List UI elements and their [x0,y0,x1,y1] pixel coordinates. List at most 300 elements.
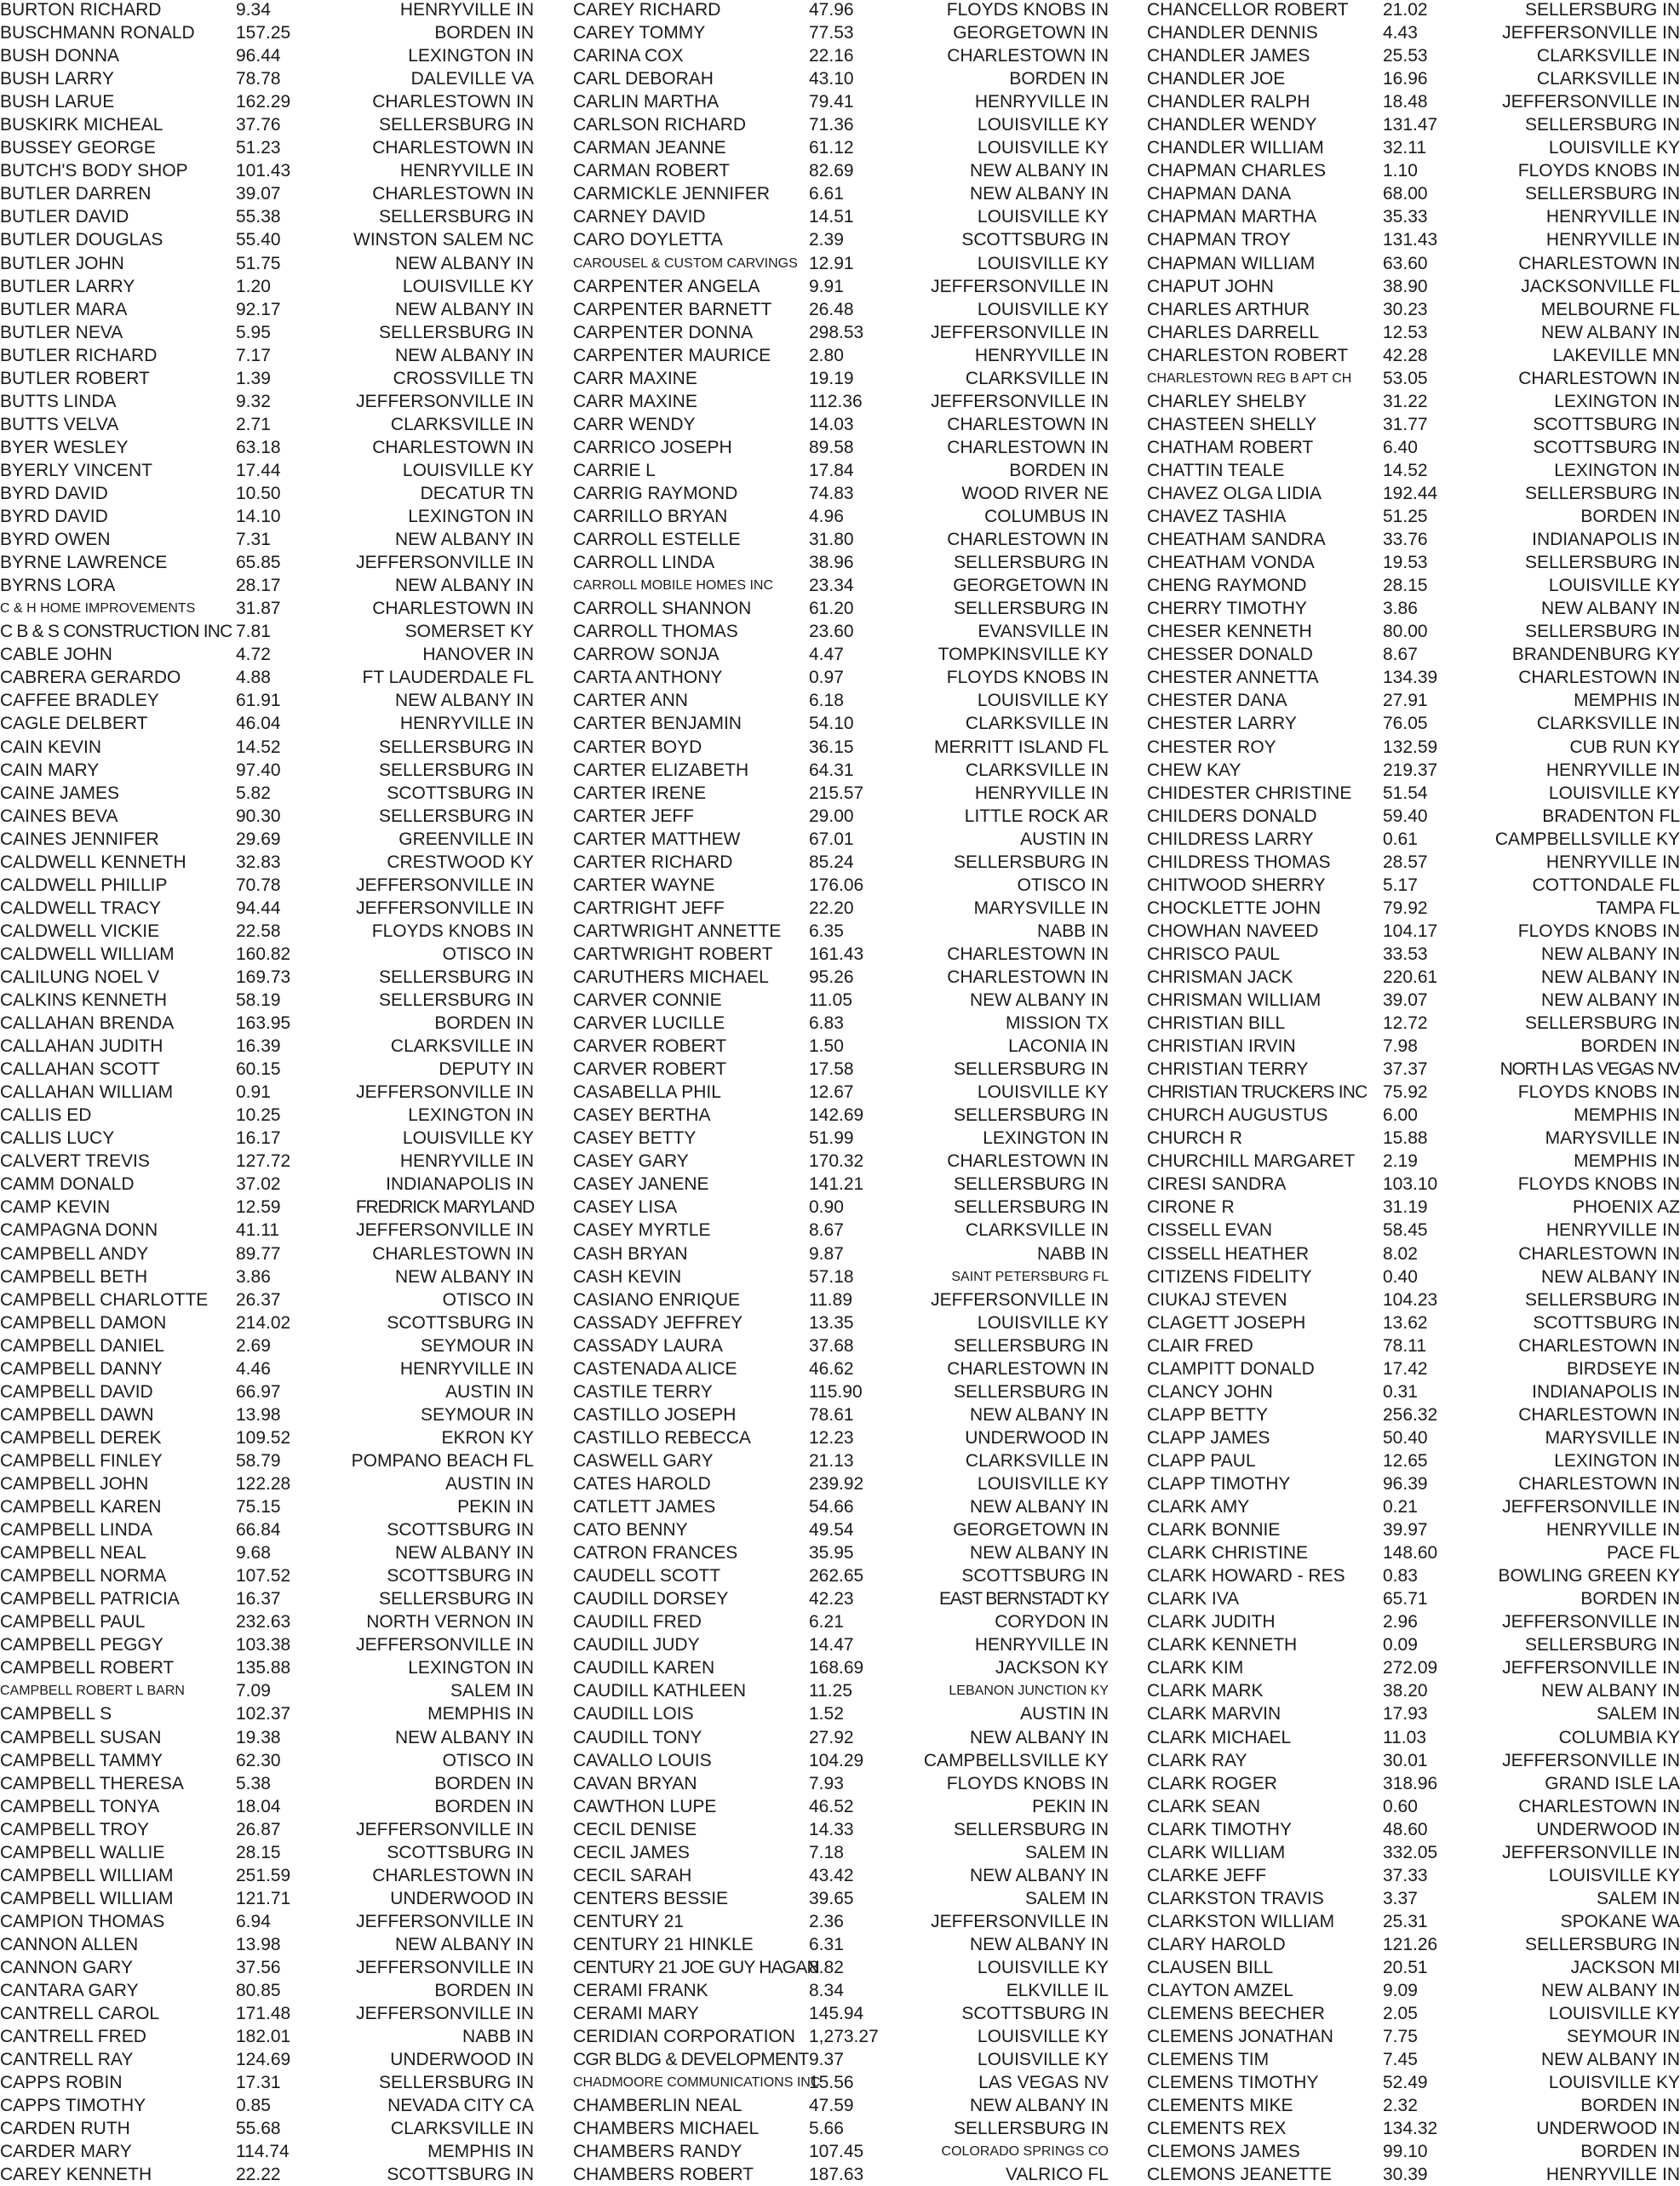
payee-name: CLARK RAY [1147,1750,1247,1770]
list-item [573,1933,1109,1956]
payee-name: CAVALLO LOUIS [573,1750,712,1770]
list-item [0,1795,534,1818]
city-state: SELLERSBURG IN [953,553,1109,573]
amount: 58.79 [236,1450,281,1471]
amount: 112.36 [809,391,863,411]
amount: 66.97 [236,1381,281,1402]
payee-name: CLARK MARVIN [1147,1704,1282,1724]
amount: 63.18 [236,437,281,457]
amount: 8.34 [809,1981,844,2001]
amount: 35.33 [1383,207,1428,227]
city-state: JEFFERSONVILLE IN [356,898,534,918]
payee-name: BUTLER DAVID [0,207,129,227]
amount: 8.82 [809,1957,844,1977]
amount: 15.56 [809,2073,854,2093]
payee-name: BUTCH'S BODY SHOP [0,161,188,181]
payee-name: CLARY HAROLD [1147,1934,1286,1954]
amount: 80.00 [1383,622,1428,642]
list-item [1147,2094,1680,2117]
city-state: HENRYVILLE IN [1545,230,1680,250]
city-state: NEW ALBANY IN [395,1727,534,1747]
list-item [573,828,1109,851]
payee-name: CHAPMAN TROY [1147,230,1291,250]
payee-name: CHRISTIAN TERRY [1147,1059,1309,1080]
payee-name: CARTWRIGHT ANNETTE [573,921,782,941]
amount: 12.53 [1383,322,1428,342]
payee-name: CARTER WAYNE [573,875,715,895]
city-state: COLORADO SPRINGS CO [941,2144,1109,2160]
payee-name: CASEY GARY [573,1151,689,1172]
city-state: MEMPHIS IN [1574,691,1680,711]
city-state: SCOTTSBURG IN [387,1842,534,1862]
city-state: HENRYVILLE IN [1545,1220,1680,1241]
city-state: LEXINGTON IN [983,1128,1109,1149]
amount: 132.59 [1383,737,1438,757]
city-state: LOUISVILLE KY [1548,2004,1680,2024]
city-state: LEXINGTON IN [408,1658,534,1678]
list-item [0,643,534,666]
list-item [0,459,534,482]
amount: 64.31 [809,760,854,780]
list-item [0,1288,534,1311]
amount: 115.90 [809,1381,863,1402]
amount: 169.73 [236,967,291,987]
city-state: SELLERSBURG IN [378,322,534,342]
list-item [573,782,1109,805]
amount: 168.69 [809,1658,864,1678]
city-state: HENRYVILLE IN [974,92,1109,112]
amount: 13.62 [1383,1312,1428,1333]
list-item [573,367,1109,390]
amount: 46.62 [809,1358,854,1379]
list-item [0,1864,534,1887]
city-state: CAMPBELLSVILLE KY [1494,829,1680,849]
listing-column-2 [573,0,1109,2186]
list-item [0,1587,534,1610]
amount: 3.37 [1383,1888,1418,1908]
amount: 12.59 [236,1197,281,1218]
payee-name: CASH KEVIN [573,1266,682,1287]
payee-name: CANNON ALLEN [0,1934,139,1954]
list-item [0,2025,534,2048]
payee-name: BUSSEY GEORGE [0,138,156,158]
payee-name: CALLAHAN SCOTT [0,1059,160,1080]
city-state: FLOYDS KNOBS IN [1517,1174,1680,1195]
amount: 42.23 [809,1589,854,1609]
list-item [573,1472,1109,1495]
city-state: SCOTTSBURG IN [387,1520,534,1541]
amount: 14.10 [236,507,281,527]
payee-name: CASWELL GARY [573,1450,714,1471]
amount: 30.01 [1383,1750,1428,1770]
payee-name: CAMPBELL ROBERT L BARN [0,1684,185,1699]
amount: 256.32 [1383,1404,1438,1425]
city-state: ELKVILLE IL [1006,1981,1109,2001]
city-state: BORDEN IN [1009,69,1109,89]
list-item [1147,1058,1680,1081]
payee-name: CARROLL MOBILE HOMES INC [573,578,774,594]
city-state: BORDEN IN [1580,1589,1680,1609]
amount: 31.87 [236,599,281,619]
city-state: CLARKSVILLE IN [965,368,1109,388]
city-state: NEW ALBANY IN [1541,599,1680,619]
amount: 18.04 [236,1796,281,1816]
payee-name: CHOCKLETTE JOHN [1147,898,1322,918]
amount: 19.38 [236,1727,281,1747]
city-state: JEFFERSONVILLE IN [1502,1750,1680,1770]
list-item [0,1219,534,1242]
city-state: SCOTTSBURG IN [1533,437,1680,457]
list-item [573,1127,1109,1150]
list-item [573,252,1109,275]
payee-name: CLEMENS JONATHAN [1147,2027,1333,2047]
city-state: BOWLING GREEN KY [1498,1566,1680,1586]
city-state: CHARLESTOWN IN [1518,668,1680,688]
payee-name: CLARK KENNETH [1147,1635,1298,1655]
amount: 17.84 [809,460,854,480]
list-item [573,113,1109,136]
payee-name: CHEATHAM SANDRA [1147,530,1326,550]
list-item [573,390,1109,413]
amount: 0.97 [809,668,844,688]
amount: 51.23 [236,138,281,158]
payee-name: CAMPBELL DAVID [0,1381,153,1402]
city-state: NEW ALBANY IN [1541,1266,1680,1287]
list-item [1147,643,1680,666]
payee-name: CAINE JAMES [0,783,120,803]
amount: 161.43 [809,944,864,964]
city-state: NEVADA CITY CA [387,2096,534,2116]
payee-name: CARTER JEFF [573,806,694,826]
city-state: SCOTTSBURG IN [961,230,1109,250]
list-item [573,1818,1109,1841]
amount: 19.53 [1383,553,1428,573]
city-state: LITTLE ROCK AR [964,806,1109,826]
payee-name: CARTER MATTHEW [573,829,741,849]
city-state: NORTH LAS VEGAS NV [1499,1059,1680,1080]
city-state: PEKIN IN [457,1497,534,1518]
city-state: SELLERSBURG IN [953,1197,1109,1218]
payee-name: CENTURY 21 [573,1911,684,1931]
amount: 39.97 [1383,1520,1428,1541]
city-state: LOUISVILLE KY [977,2027,1109,2047]
list-item [0,782,534,805]
city-state: SELLERSBURG IN [378,990,534,1011]
city-state: OTISCO IN [1017,875,1109,895]
payee-name: CASIANO ENRIQUE [573,1289,741,1310]
city-state: TOMPKINSVILLE KY [937,645,1109,665]
payee-name: CENTERS BESSIE [573,1888,729,1908]
amount: 41.11 [236,1220,279,1241]
list-item [573,1495,1109,1518]
amount: 7.09 [236,1681,271,1701]
city-state: LOUISVILLE KY [977,299,1109,319]
payee-name: BYER WESLEY [0,437,129,457]
city-state: CHARLESTOWN IN [372,1865,534,1885]
amount: 2.32 [1383,2096,1418,2116]
payee-name: CASTILLO REBECCA [573,1427,751,1448]
payee-name: CIRONE R [1147,1197,1235,1218]
amount: 9.91 [809,276,844,296]
list-item [0,21,534,44]
city-state: SCOTTSBURG IN [387,2165,534,2185]
amount: 1.39 [236,368,271,388]
amount: 39.65 [809,1888,854,1908]
city-state: PEKIN IN [1032,1796,1109,1816]
payee-name: CLARK HOWARD - RES [1147,1566,1345,1586]
payee-name: CATES HAROLD [573,1474,711,1494]
city-state: SCOTTSBURG IN [1533,414,1680,434]
payee-name: CAUDILL DORSEY [573,1589,729,1609]
amount: 42.28 [1383,345,1428,365]
payee-name: C B & S CONSTRUCTION INC [0,622,232,642]
payee-name: CALDWELL WILLIAM [0,944,175,964]
list-item [0,2117,534,2140]
list-item [573,1288,1109,1311]
city-state: HENRYVILLE IN [1545,1520,1680,1541]
amount: 2.19 [1383,1151,1418,1172]
amount: 262.65 [809,1566,864,1586]
list-item [0,1564,534,1587]
list-item [1147,321,1680,344]
payee-name: CHESTER ROY [1147,737,1276,757]
city-state: JEFFERSONVILLE IN [356,1911,534,1931]
list-item [573,1702,1109,1725]
city-state: SCOTTSBURG IN [961,2004,1109,2024]
payee-name: CAFFEE BRADLEY [0,691,159,711]
payee-name: CAREY KENNETH [0,2165,152,2185]
city-state: HENRYVILLE IN [1545,852,1680,872]
city-state: SELLERSBURG IN [1524,1013,1680,1034]
list-item [0,182,534,205]
amount: 71.36 [809,115,854,135]
amount: 15.88 [1383,1128,1428,1149]
list-item [1147,1426,1680,1449]
list-item [0,275,534,298]
list-item [573,2094,1109,2117]
list-item [1147,1127,1680,1150]
list-item [1147,689,1680,712]
payee-name: CHENG RAYMOND [1147,576,1307,596]
city-state: FT LAUDERDALE FL [362,668,534,688]
amount: 4.46 [236,1358,271,1379]
list-item [0,966,534,989]
payee-name: CHAMBERLIN NEAL [573,2096,743,2116]
amount: 47.96 [809,0,854,20]
list-item [0,528,534,551]
payee-name: CARMICKLE JENNIFER [573,184,771,204]
city-state: NEW ALBANY IN [395,691,534,711]
amount: 46.04 [236,714,281,734]
city-state: NEW ALBANY IN [395,345,534,365]
amount: 22.16 [809,46,854,66]
list-item [1147,1726,1680,1749]
list-item [573,1541,1109,1564]
list-item [573,1956,1109,1979]
list-item [573,689,1109,712]
list-item [0,90,534,113]
payee-name: CHARLESTOWN REG B APT CH [1147,370,1352,386]
payee-name: CARUTHERS MICHAEL [573,967,769,987]
list-item [1147,1495,1680,1518]
list-item [1147,528,1680,551]
amount: 6.31 [809,1934,844,1954]
payee-name: CHURCH R [1147,1128,1242,1149]
city-state: CHARLESTOWN IN [372,184,534,204]
list-item [1147,1311,1680,1334]
list-item [1147,1979,1680,2002]
list-item [1147,1288,1680,1311]
city-state: SELLERSBURG IN [1524,1934,1680,1954]
list-item [0,1910,534,1933]
payee-name: CALLAHAN WILLIAM [0,1082,174,1103]
list-item [573,0,1109,21]
list-item [573,136,1109,159]
list-item [1147,1334,1680,1357]
payee-name: BUTLER NEVA [0,322,123,342]
payee-name: CIUKAJ STEVEN [1147,1289,1287,1310]
amount: 135.88 [236,1658,291,1678]
amount: 4.43 [1383,23,1418,43]
payee-name: CASTILLO JOSEPH [573,1404,737,1425]
list-item [573,920,1109,943]
list-item [573,298,1109,321]
city-state: BRANDENBURG KY [1511,645,1680,665]
amount: 7.17 [236,345,271,365]
list-item [0,989,534,1012]
amount: 2.96 [1383,1612,1418,1632]
list-item [573,413,1109,436]
payee-name: CLARK TIMOTHY [1147,1819,1292,1839]
amount: 14.51 [809,207,854,227]
list-item [1147,1864,1680,1887]
payee-name: CATRON FRANCES [573,1543,738,1563]
amount: 96.44 [236,46,281,66]
payee-name: CLAIR FRED [1147,1335,1253,1356]
city-state: INDIANAPOLIS IN [386,1174,534,1195]
payee-name: CLANCY JOHN [1147,1381,1273,1402]
payee-name: CARROLL LINDA [573,553,715,573]
payee-name: CLARKSTON WILLIAM [1147,1911,1335,1931]
list-item [0,943,534,966]
payee-name: CLEMENS TIM [1147,2050,1270,2070]
list-item [1147,1173,1680,1196]
payee-name: CHRISMAN WILLIAM [1147,990,1322,1011]
city-state: SALEM IN [1024,1888,1109,1908]
city-state: LOUISVILLE KY [977,207,1109,227]
payee-name: CAMPBELL DEREK [0,1427,162,1448]
payee-name: BUTLER DARREN [0,184,152,204]
payee-name: CASEY LISA [573,1197,678,1218]
city-state: LOUISVILLE KY [402,1128,534,1149]
city-state: LOUISVILLE KY [977,691,1109,711]
city-state: NEW ALBANY IN [395,1934,534,1954]
amount: 7.81 [236,622,271,642]
payee-name: CHEATHAM VONDA [1147,553,1315,573]
amount: 55.40 [236,230,281,250]
payee-name: CHAVEZ TASHIA [1147,507,1287,527]
list-item [0,712,534,735]
city-state: LEXINGTON IN [1554,391,1680,411]
list-item [573,459,1109,482]
amount: 13.98 [236,1934,281,1954]
amount: 80.85 [236,1981,281,2001]
city-state: NEW ALBANY IN [970,1543,1109,1563]
city-state: JACKSON KY [995,1658,1109,1678]
list-item [1147,759,1680,782]
city-state: NEW ALBANY IN [970,1865,1109,1885]
amount: 51.75 [236,253,281,273]
list-item [0,1403,534,1426]
amount: 0.85 [236,2096,271,2116]
city-state: MEMPHIS IN [427,2142,534,2162]
city-state: NEW ALBANY IN [395,253,534,273]
city-state: FLOYDS KNOBS IN [1517,161,1680,181]
amount: 101.43 [236,161,291,181]
payee-name: BUTLER LARRY [0,276,135,296]
payee-name: CLARKSTON TRAVIS [1147,1888,1324,1908]
list-item [1147,2002,1680,2025]
amount: 78.78 [236,69,281,89]
city-state: LAS VEGAS NV [978,2073,1109,2093]
amount: 90.30 [236,806,281,826]
payee-name: CAMPBELL WALLIE [0,1842,165,1862]
list-item [0,1495,534,1518]
list-item [573,1564,1109,1587]
list-item [1147,228,1680,251]
payee-name: CLARK JUDITH [1147,1612,1276,1632]
payee-name: CAMPBELL S [0,1704,112,1724]
payee-name: CLEMONS JAMES [1147,2142,1300,2162]
amount: 157.25 [236,23,291,43]
amount: 48.60 [1383,1819,1428,1839]
city-state: MISSION TX [1006,1013,1109,1034]
amount: 22.58 [236,921,281,941]
amount: 37.68 [809,1335,854,1356]
payee-name: BYRD DAVID [0,507,108,527]
city-state: CROSSVILLE TN [393,368,534,388]
payee-name: CLEMENS TIMOTHY [1147,2073,1319,2093]
payee-name: CAMPBELL LINDA [0,1520,152,1541]
payee-name: CARPENTER DONNA [573,322,754,342]
amount: 22.22 [236,2165,281,2185]
city-state: JEFFERSONVILLE IN [1502,92,1680,112]
payee-name: CARVER ROBERT [573,1036,727,1057]
amount: 0.60 [1383,1796,1418,1816]
payee-name: CARTER RICHARD [573,852,733,872]
list-item [0,1012,534,1035]
city-state: GEORGETOWN IN [953,23,1109,43]
amount: 31.80 [809,530,854,550]
payee-name: CARMAN ROBERT [573,161,730,181]
payee-name: CHESTER DANA [1147,691,1287,711]
payee-name: CHILDERS DONALD [1147,806,1317,826]
amount: 107.52 [236,1566,291,1586]
amount: 33.53 [1383,944,1428,964]
amount: 35.95 [809,1543,854,1563]
list-item [0,1242,534,1265]
payee-name: CARPENTER MAURICE [573,345,771,365]
list-item [573,2163,1109,2186]
payee-name: CAUDILL JUDY [573,1635,700,1655]
amount: 9.37 [809,2050,844,2070]
amount: 6.61 [809,184,844,204]
amount: 68.00 [1383,184,1428,204]
amount: 61.20 [809,599,854,619]
amount: 131.47 [1383,115,1438,135]
list-item [1147,897,1680,920]
city-state: CHARLESTOWN IN [1518,253,1680,273]
